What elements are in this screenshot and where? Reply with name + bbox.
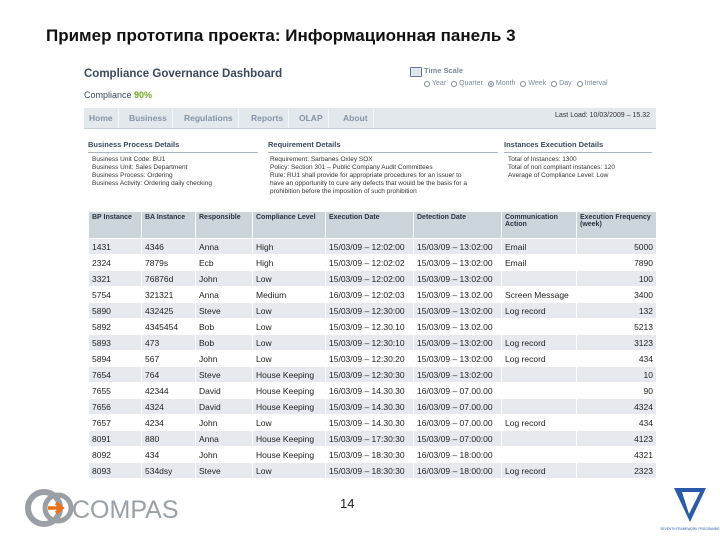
- compliance-indicator: [84, 90, 152, 100]
- table-row[interactable]: [89, 287, 657, 303]
- table-cell: 15/03/09 – 12:30:00: [326, 303, 414, 319]
- table-cell: 15/03/09 – 13:02:00: [414, 255, 502, 271]
- bp-line: Business Process: Ordering: [92, 172, 173, 179]
- tab-regulations[interactable]: Regulations: [179, 108, 239, 128]
- main-nav: [84, 108, 656, 129]
- table-cell: 15/03/09 – 12.30.10: [326, 319, 414, 335]
- table-cell: [502, 399, 577, 415]
- table-cell: Anna: [196, 287, 253, 303]
- table-cell: 15/03/09 – 07:00:00: [414, 431, 502, 447]
- table-cell: 567: [142, 351, 196, 367]
- table-row[interactable]: [89, 415, 657, 431]
- radio-button[interactable]: [520, 81, 526, 87]
- table-cell: 1431: [89, 239, 142, 255]
- table-cell: 5892: [89, 319, 142, 335]
- table-cell: 8093: [89, 463, 142, 479]
- tab-reports[interactable]: Reports: [246, 108, 289, 128]
- col-execution-frequency[interactable]: Execution Frequency (week): [577, 212, 657, 239]
- table-cell: 434: [577, 351, 657, 367]
- table-cell: [502, 319, 577, 335]
- table-cell: Low: [253, 271, 326, 287]
- radio-button[interactable]: [451, 81, 457, 87]
- col-communication-action[interactable]: Communication Action: [502, 212, 577, 239]
- bp-details-title: Business Process Details: [88, 140, 258, 153]
- table-cell: 5894: [89, 351, 142, 367]
- table-cell: Email: [502, 255, 577, 271]
- table-cell: 15/03/09 – 14.30.30: [326, 415, 414, 431]
- table-cell: 432425: [142, 303, 196, 319]
- req-details-title: Requirement Details: [268, 140, 498, 153]
- table-cell: 15/03/09 – 13:02:00: [414, 351, 502, 367]
- table-row[interactable]: [89, 319, 657, 335]
- table-cell: John: [196, 271, 253, 287]
- table-cell: 321321: [142, 287, 196, 303]
- tab-olap[interactable]: OLAP: [294, 108, 329, 128]
- table-cell: 90: [577, 383, 657, 399]
- table-cell: 15/03/09 – 12:30:30: [326, 367, 414, 383]
- req-line: Policy: Section 301 – Public Company Audit Committees: [270, 164, 433, 171]
- dashboard-window: [84, 60, 656, 480]
- table-cell: Bob: [196, 319, 253, 335]
- req-line: Requirement: Sarbanes Oxley SOX: [270, 156, 373, 163]
- compas-wordmark: COMPAS: [72, 496, 179, 524]
- time-scale-option-label: Week: [528, 80, 547, 87]
- radio-button[interactable]: [424, 81, 430, 87]
- bp-details: [92, 156, 262, 188]
- table-cell: 764: [142, 367, 196, 383]
- table-cell: 5893: [89, 335, 142, 351]
- table-cell: 8091: [89, 431, 142, 447]
- table-cell: 16/03/09 – 07.00.00: [414, 383, 502, 399]
- time-scale-label: Time Scale: [424, 66, 464, 75]
- table-row[interactable]: [89, 255, 657, 271]
- table-cell: 4345454: [142, 319, 196, 335]
- col-ba-instance[interactable]: BA Instance: [142, 212, 196, 239]
- table-row[interactable]: [89, 351, 657, 367]
- time-scale-option-week[interactable]: [520, 80, 546, 87]
- table-cell: Low: [253, 335, 326, 351]
- bp-line: Business Activity: Ordering daily checking: [92, 180, 212, 187]
- table-cell: 4346: [142, 239, 196, 255]
- time-scale-option-year[interactable]: [424, 80, 446, 87]
- table-cell: 16/03/09 – 07.00.00: [414, 415, 502, 431]
- table-cell: 15/03/09 – 17:30:30: [326, 431, 414, 447]
- table-cell: John: [196, 447, 253, 463]
- table-row[interactable]: [89, 431, 657, 447]
- table-cell: [502, 367, 577, 383]
- table-cell: High: [253, 239, 326, 255]
- time-scale-option-label: Quarter: [459, 80, 483, 87]
- col-execution-date[interactable]: Execution Date: [326, 212, 414, 239]
- table-cell: 15/03/09 – 13:02:00: [414, 271, 502, 287]
- table-row[interactable]: [89, 303, 657, 319]
- table-cell: Medium: [253, 287, 326, 303]
- time-scale-panel: [410, 66, 656, 98]
- table-cell: Email: [502, 239, 577, 255]
- app-title: Compliance Governance Dashboard: [84, 68, 283, 80]
- table-cell: [502, 383, 577, 399]
- col-detection-date[interactable]: Detection Date: [414, 212, 502, 239]
- table-row[interactable]: [89, 383, 657, 399]
- table-cell: 76876d: [142, 271, 196, 287]
- table-cell: Low: [253, 303, 326, 319]
- time-scale-option-label: Interval: [584, 80, 608, 87]
- table-cell: 16/03/09 – 12:02:03: [326, 287, 414, 303]
- table-cell: 16/03/09 – 18:00:00: [414, 463, 502, 479]
- table-cell: 16/03/09 – 14.30.30: [326, 383, 414, 399]
- table-header-row: [89, 212, 657, 239]
- table-cell: [502, 271, 577, 287]
- table-cell: 2324: [89, 255, 142, 271]
- table-cell: Log record: [502, 415, 577, 431]
- table-row[interactable]: [89, 399, 657, 415]
- col-compliance-level[interactable]: Compliance Level: [253, 212, 326, 239]
- table-cell: 434: [142, 447, 196, 463]
- exec-line: Total of non compliant instances: 120: [508, 164, 615, 171]
- table-cell: 15/03/09 – 12:30:20: [326, 351, 414, 367]
- table-cell: 15/03/09 – 12:02:00: [326, 271, 414, 287]
- table-cell: 15/03/09 – 13:02:00: [414, 239, 502, 255]
- bp-line: Business Unit Code: BU1: [92, 156, 166, 163]
- table-cell: Anna: [196, 239, 253, 255]
- table-cell: Steve: [196, 303, 253, 319]
- table-cell: House Keeping: [253, 383, 326, 399]
- table-cell: 5213: [577, 319, 657, 335]
- table-row[interactable]: [89, 271, 657, 287]
- time-scale-option-quarter[interactable]: [451, 80, 483, 87]
- calendar-icon: [410, 67, 422, 77]
- instances-table: [88, 211, 657, 479]
- col-bp-instance[interactable]: BP Instance: [89, 212, 142, 239]
- bp-line: Business Unit: Sales Department: [92, 164, 188, 171]
- table-cell: 7654: [89, 367, 142, 383]
- exec-line: Average of Compliance Level: Low: [508, 172, 609, 179]
- table-cell: 15/03/09 – 18:30:30: [326, 463, 414, 479]
- req-details: [270, 156, 498, 196]
- table-cell: 15/03/09 – 13.02.00: [414, 287, 502, 303]
- table-cell: 4324: [577, 399, 657, 415]
- table-cell: Low: [253, 319, 326, 335]
- table-cell: 8092: [89, 447, 142, 463]
- slide-title: Пример прототипа проекта: Информационная панель 3: [46, 26, 516, 45]
- fp7-logo: [660, 484, 720, 534]
- table-cell: House Keeping: [253, 447, 326, 463]
- time-scale-option-interval[interactable]: [577, 80, 608, 87]
- table-cell: 7656: [89, 399, 142, 415]
- table-cell: Low: [253, 351, 326, 367]
- table-row[interactable]: [89, 463, 657, 479]
- table-cell: 7879s: [142, 255, 196, 271]
- table-cell: 5000: [577, 239, 657, 255]
- orange-arrow-icon: [48, 503, 62, 513]
- radio-button[interactable]: [551, 81, 557, 87]
- time-scale-options: [424, 80, 608, 87]
- table-cell: 3400: [577, 287, 657, 303]
- table-cell: [502, 431, 577, 447]
- time-scale-option-label: Day: [559, 80, 572, 87]
- table-cell: 4234: [142, 415, 196, 431]
- table-cell: 15/03/09 – 12:02:02: [326, 255, 414, 271]
- compliance-label: Compliance: [84, 90, 132, 100]
- last-load-timestamp: Last Load: 10/03/2009 – 15.32: [555, 112, 650, 119]
- table-cell: 15/03/09 – 14.30.30: [326, 399, 414, 415]
- table-cell: Ecb: [196, 255, 253, 271]
- table-cell: David: [196, 399, 253, 415]
- table-cell: Log record: [502, 303, 577, 319]
- exec-details-title: Instances Execution Details: [504, 140, 652, 153]
- table-cell: David: [196, 383, 253, 399]
- table-cell: 7890: [577, 255, 657, 271]
- table-cell: Log record: [502, 335, 577, 351]
- table-cell: Steve: [196, 463, 253, 479]
- tab-business[interactable]: Business: [124, 108, 173, 128]
- table-cell: Bob: [196, 335, 253, 351]
- table-cell: Low: [253, 415, 326, 431]
- req-line: have an opportunity to cure any defects that would be the basis for a: [270, 180, 467, 187]
- table-row[interactable]: [89, 239, 657, 255]
- table-cell: [502, 447, 577, 463]
- fp7-caption: SEVENTH FRAMEWORK PROGRAMME: [660, 527, 720, 531]
- table-cell: 42344: [142, 383, 196, 399]
- table-cell: 132: [577, 303, 657, 319]
- tab-home[interactable]: Home: [84, 108, 119, 128]
- table-cell: 7657: [89, 415, 142, 431]
- table-cell: John: [196, 351, 253, 367]
- table-cell: 15/03/09 – 13.02.00: [414, 319, 502, 335]
- table-cell: 3321: [89, 271, 142, 287]
- table-cell: 16/03/09 – 07.00.00: [414, 399, 502, 415]
- time-scale-option-day[interactable]: [551, 80, 571, 87]
- table-cell: 15/03/09 – 13:02:00: [414, 335, 502, 351]
- table-row[interactable]: [89, 335, 657, 351]
- table-cell: 10: [577, 367, 657, 383]
- table-cell: 534dsy: [142, 463, 196, 479]
- table-cell: 2323: [577, 463, 657, 479]
- time-scale-option-label: Month: [495, 80, 516, 87]
- req-line: prohibition before the imposition of such prohibition: [270, 188, 417, 195]
- table-cell: Anna: [196, 431, 253, 447]
- table-cell: House Keeping: [253, 399, 326, 415]
- table-cell: 473: [142, 335, 196, 351]
- table-cell: 15/03/09 – 13:02:00: [414, 303, 502, 319]
- compliance-value: 90%: [134, 90, 153, 100]
- req-line: Rule: RU1 shall provide for appropriate procedures for an issuer to: [270, 172, 462, 179]
- exec-line: Total of Instances: 1300: [508, 156, 577, 163]
- radio-button[interactable]: [577, 81, 583, 87]
- table-cell: 3123: [577, 335, 657, 351]
- table-cell: 434: [577, 415, 657, 431]
- table-cell: 15/03/09 – 12:30:10: [326, 335, 414, 351]
- table-cell: Steve: [196, 367, 253, 383]
- table-cell: John: [196, 415, 253, 431]
- table-cell: House Keeping: [253, 367, 326, 383]
- page-number: 14: [340, 496, 355, 511]
- time-scale-option-month[interactable]: [488, 80, 515, 87]
- table-cell: Low: [253, 463, 326, 479]
- compas-logo: [22, 486, 179, 530]
- table-cell: House Keeping: [253, 431, 326, 447]
- table-cell: 4321: [577, 447, 657, 463]
- table-cell: 7655: [89, 383, 142, 399]
- table-cell: 16/03/09 – 18:00:00: [414, 447, 502, 463]
- table-cell: 100: [577, 271, 657, 287]
- col-responsible[interactable]: Responsible: [196, 212, 253, 239]
- time-scale-option-label: Year: [432, 80, 447, 87]
- table-row[interactable]: [89, 447, 657, 463]
- tab-about[interactable]: About: [338, 108, 374, 128]
- table-cell: 4123: [577, 431, 657, 447]
- table-cell: 5754: [89, 287, 142, 303]
- table-cell: 880: [142, 431, 196, 447]
- table-row[interactable]: [89, 367, 657, 383]
- exec-details: [508, 156, 654, 180]
- table-cell: Log record: [502, 463, 577, 479]
- table-cell: Log record: [502, 351, 577, 367]
- table-cell: High: [253, 255, 326, 271]
- table-cell: 15/03/09 – 18:30:30: [326, 447, 414, 463]
- table-cell: 15/03/09 – 12:02:00: [326, 239, 414, 255]
- table-cell: 15/03/09 – 13:02:00: [414, 367, 502, 383]
- radio-button[interactable]: [488, 81, 494, 87]
- table-cell: 5890: [89, 303, 142, 319]
- table-cell: 4324: [142, 399, 196, 415]
- table-cell: Screen Message: [502, 287, 577, 303]
